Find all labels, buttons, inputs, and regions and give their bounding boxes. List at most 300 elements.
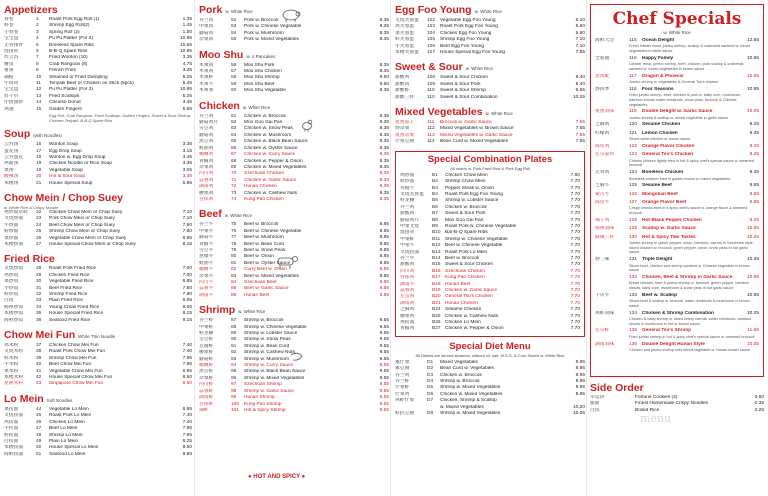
item-price: 7.70 (570, 268, 580, 274)
item-price: 9.55 (379, 324, 389, 330)
menu-item (590, 408, 764, 414)
item-number: 85 (231, 286, 237, 292)
section-title: Shrimp w. White Rice (199, 304, 266, 317)
item-name: Shrimp w. Cashew Nuts (244, 350, 295, 356)
item-price: 9.55 (379, 401, 389, 407)
item-number: 129 (629, 226, 638, 232)
item-number: 89 (231, 331, 237, 337)
item-chinese-name: 叉烧炒饭 (4, 266, 24, 272)
item-name: Mixed Vegetables w. Garlic Sauce (440, 132, 513, 138)
item-price: 8.40 (575, 81, 585, 87)
item-number: 30 (36, 279, 42, 285)
item-name: B-B-Q Spare Ribs (49, 49, 88, 55)
item-name: Triple Delight (642, 257, 673, 263)
item-number: 32 (36, 292, 42, 297)
item-description: Jumbo shrimp w. vegetables & General Tso's chicken (629, 80, 719, 85)
item-name: Roast Pork Chow Mei Fun (49, 349, 105, 355)
item-number: 63 (231, 126, 237, 132)
item-name: Steamed or Fried Dumpling (49, 74, 108, 80)
item-number: B15 (432, 262, 441, 268)
item-name: Chicken w. Mixed Vegetables (440, 391, 503, 397)
item-chinese-name: 叉烧捞面 (400, 249, 420, 255)
item-chinese-name: 中菜叉烧 (400, 223, 420, 229)
item-name: Shrimp w. Snow Peas (244, 337, 291, 343)
item-number: 120 (629, 122, 638, 128)
chili-icon: ● (248, 474, 252, 480)
shrimp-icon (289, 352, 304, 362)
item-name: Hunan Beef (244, 292, 270, 298)
item-price: 9.85 (749, 200, 759, 206)
item-name: Chicken w. Broccoli (445, 204, 487, 210)
item-chinese-name: 白捞面 (4, 438, 19, 444)
item-name: w. Mixed Vegetables (440, 404, 484, 410)
item-number: 14 (36, 100, 42, 106)
item-number: 125 (629, 183, 638, 189)
fold-line (390, 0, 391, 496)
item-chinese-name: 牛捞面 (4, 426, 19, 432)
item-number: B11 (432, 236, 441, 242)
item-price: 8.35 (379, 196, 389, 202)
item-number: 51 (36, 451, 42, 457)
chef-special-item (595, 109, 759, 120)
item-price: 8.35 (379, 18, 389, 23)
item-number: 17 (36, 148, 42, 154)
item-number: 1 (36, 17, 39, 22)
item-name: Teriyaki Beef or Chicken on Stick (5pcs) (49, 81, 134, 87)
item-price: 9.15 (182, 317, 192, 323)
item-number: B25 (432, 313, 441, 319)
item-chinese-name: 干贝牛 (595, 292, 610, 298)
item-number: 127 (629, 200, 638, 206)
section-sweet-sour (395, 61, 585, 101)
item-name: Hunan Chicken (244, 184, 277, 190)
section-lo-mein (4, 393, 192, 458)
menu-item (4, 318, 192, 324)
item-chinese-name: 鸡面汤 (4, 161, 19, 167)
item-number: 98 (231, 388, 237, 394)
item-name: French Fries (49, 68, 76, 74)
item-name: Orange Flavor Chicken (642, 143, 695, 149)
item-name: Pork w. Chinese Vegetable (244, 24, 302, 30)
item-number: 33 (36, 298, 42, 304)
item-number: 61 (231, 113, 237, 119)
item-chinese-name: 薯条 (4, 68, 14, 74)
item-chinese-name: 叉烧捞面 (4, 413, 24, 419)
item-chinese-name: 辣子鸡 (595, 217, 610, 223)
item-name: Beef Egg Foo Young (440, 43, 485, 49)
item-name: Singapore Chow Mei Fun (49, 381, 104, 387)
item-chinese-name: 中菜肉 (199, 24, 214, 30)
item-name: Boiled Rice (635, 407, 660, 413)
item-chinese-name: 星洲米粉 (4, 381, 24, 387)
item-name: Chicken w. Garlic Sauce (445, 288, 497, 293)
item-price: 7.70 (570, 217, 580, 223)
item-name: Shrimp w. Mixed Vegetables (440, 385, 501, 391)
item-name: Mixed Vegetables (440, 359, 478, 365)
chef-special-item (595, 257, 759, 273)
item-number: 19 (36, 161, 42, 167)
item-number: 11 (36, 81, 41, 87)
item-price: 1.45 (182, 23, 192, 29)
item-number: 29 (36, 272, 42, 278)
item-number: 126 (629, 191, 638, 197)
item-price: 9.55 (379, 337, 389, 343)
item-price: 7.55 (575, 139, 585, 145)
item-chinese-name: 中菜牛 (400, 243, 415, 249)
item-list (4, 17, 192, 113)
item-list (4, 210, 192, 248)
chef-special-item (595, 144, 759, 150)
item-chinese-name: 咖喱鸡 (199, 152, 214, 158)
menu-column-4 (590, 4, 764, 414)
item-name: Double Delight Hunan Style (642, 341, 705, 347)
item-number: 28 (36, 266, 42, 272)
item-chinese-name: 鸡炒面 (400, 172, 415, 178)
menu-item (595, 152, 759, 158)
item-chinese-name: 芥兰虾 (199, 318, 214, 324)
item-number: 87 (231, 318, 237, 324)
item-chinese-name: 芥兰鸡 (199, 113, 214, 119)
item-number: 119 (629, 109, 637, 115)
item-name: Crab Rangoon (8) (49, 61, 88, 67)
item-price: 7.80 (182, 229, 192, 235)
item-name: Beef w. Broccoli (244, 222, 279, 228)
item-number: D4 (427, 379, 434, 385)
item-number: 118 (629, 86, 637, 92)
item-chinese-name: 鸡捞面 (400, 320, 415, 326)
item-price: 9.55 (379, 331, 389, 337)
item-number: 7 (36, 55, 39, 61)
item-name: Double Delight w. Garlic Sauce (642, 109, 713, 115)
fold-line (194, 0, 195, 496)
item-price: 9.25 (749, 152, 759, 158)
item-price: 6.25 (182, 438, 192, 444)
item-chinese-name: 蚝油牛 (199, 260, 214, 266)
item-name: Szechuan Shrimp (244, 382, 282, 388)
item-price: 9.55 (379, 318, 389, 324)
item-number: 83 (231, 273, 237, 279)
item-name: Beef w. Oyster Sauce (244, 260, 291, 266)
item-number: 45 (36, 413, 42, 419)
item-number: B12 (432, 243, 441, 249)
item-description: Lobster meat, jumbo shrimp, beef, chicken, pork scallop & crabmeat sauteed w. mixed vegetables in brown sauce (629, 62, 744, 71)
item-name: Shrimp w. Lobster Sauce (445, 198, 499, 204)
item-price: 3.15 (182, 148, 192, 154)
item-name: Shrimp w. Mushroom (244, 356, 290, 362)
item-chinese-name: 无骨鸡 (595, 170, 610, 176)
item-price: 7.70 (570, 313, 580, 319)
item-price: 7.70 (570, 230, 580, 236)
item-name: General Tso's Chicken (642, 152, 694, 158)
item-chinese-name: 云吞蛋花 (4, 154, 24, 160)
item-price: 7.70 (570, 198, 580, 204)
item-chinese-name: 咖喱牛 (199, 267, 214, 273)
item-number: 97 (231, 382, 237, 388)
item-chinese-name: 雪豆牛 (199, 247, 214, 253)
item-number: 10 (36, 74, 42, 80)
chef-special-item (595, 275, 759, 291)
item-chinese-name: 蘑菇鸡片 (199, 120, 219, 126)
menu-item (199, 88, 389, 94)
item-chinese-name: 虾卷 (4, 23, 14, 29)
item-chinese-name: 炒杂菜 (395, 126, 410, 132)
item-name: Shrimp Chow Mein or Chop Suey (49, 229, 121, 235)
item-chinese-name: 牛炒面 (4, 222, 19, 228)
item-price: 12.65 (746, 38, 759, 43)
item-price: 7.70 (570, 179, 580, 185)
item-name: Roast Pork Lo Mein (445, 249, 488, 255)
item-chinese-name: 杂菜牛 (199, 273, 214, 279)
item-chinese-name: 蘑菇鸡片 (400, 217, 420, 223)
item-number: 115 (629, 38, 637, 43)
item-price: 5.25 (182, 93, 192, 99)
item-name: Chicken w. Garlic Sauce (244, 177, 296, 183)
menu-item (199, 37, 389, 43)
item-number: 105 (427, 37, 436, 43)
item-chinese-name: 甜酸鸡 (395, 75, 410, 81)
item-price: 10.05 (572, 411, 585, 417)
item-number: 79 (231, 247, 237, 253)
item-chinese-name: 麻辣三样 (595, 234, 615, 240)
item-number: 84 (231, 280, 237, 285)
item-number: 8 (36, 61, 39, 67)
item-chinese-name: 左宗棠鸡 (595, 152, 615, 158)
item-chinese-name: 咖喱虾 (199, 363, 214, 369)
item-number: 42 (36, 375, 42, 381)
chef-special-item (595, 56, 759, 72)
item-price: 7.70 (570, 236, 580, 242)
item-name: Roast Pork w. Chinese Vegetable (445, 223, 517, 229)
item-number: 96 (231, 375, 237, 381)
item-number: 5 (36, 42, 39, 48)
section-title: Moo Shu w. 4 Pancakes (199, 48, 276, 61)
item-number: D6 (427, 391, 434, 397)
item-name: House Special Soup (49, 180, 93, 186)
item-price: 10.55 (746, 274, 759, 280)
item-number: 27 (36, 241, 42, 247)
item-number: 103 (427, 24, 436, 30)
item-name: Kung Pao Shrimp (244, 401, 282, 407)
item-number: 59 (231, 81, 237, 87)
item-chinese-name: 中菜虾 (400, 236, 415, 242)
item-number: 19 (36, 167, 42, 173)
item-number: 38 (36, 349, 42, 355)
item-chinese-name: 牛米粉 (4, 362, 19, 368)
item-name: Hot & Spicy Shrimp (244, 407, 286, 413)
item-price: 7.55 (575, 126, 585, 132)
item-name: Roast Pork Egg Foo Young (440, 24, 498, 30)
item-price: 10.95 (179, 87, 192, 93)
item-name: Beef w. Garlic Sauce (244, 286, 289, 292)
item-chinese-name: 湖南牛 (199, 292, 214, 298)
section-chef-specials (590, 4, 764, 377)
item-chinese-name: 湖南双味 (595, 341, 615, 347)
item-price: 8.35 (379, 62, 389, 68)
item-name: Bean Curd w. Mixed Vegetables (440, 139, 508, 145)
item-name: Mixed Vegetables w. Brown Sauce (440, 126, 514, 132)
item-name: Vegetable Lo Mein (49, 406, 89, 412)
item-number: B13 (432, 249, 441, 255)
item-price: 8.35 (379, 30, 389, 36)
item-name: Four Seasons (642, 86, 674, 92)
item-price: 7.70 (570, 294, 580, 300)
item-price: 8.35 (379, 177, 389, 183)
item-number: 102 (427, 18, 436, 23)
item-price: 7.10 (182, 209, 192, 215)
chef-special-item (595, 200, 759, 216)
item-description: Jumbo shrimp & scallop w. mixed vegetable in garlic sauce (629, 115, 728, 120)
item-price: 7.70 (570, 262, 580, 268)
item-price: 7.55 (575, 50, 585, 56)
item-chinese-name: 本楼炒饭 (4, 311, 24, 317)
item-number: B16 (432, 268, 441, 274)
item-price: 7.00 (182, 266, 192, 272)
menu-column-1 (4, 4, 192, 463)
chef-special-item (595, 192, 759, 198)
item-price: 3.35 (182, 174, 192, 180)
item-price: 4.75 (182, 61, 192, 67)
item-price: 7.95 (182, 355, 192, 361)
cow-icon (275, 254, 299, 269)
item-price: 8.85 (379, 222, 389, 228)
watermark: menu (640, 412, 672, 425)
item-price: 8.85 (379, 228, 389, 234)
item-name: Szechuan Chicken (244, 171, 284, 177)
item-chinese-name: 蘑菇虾 (199, 356, 214, 362)
section-title: Lo Mein Soft Noodles (4, 392, 73, 405)
item-price: 9.55 (379, 363, 389, 369)
section-chow-mein (4, 192, 192, 248)
item-name: Beef Fried Rice (49, 285, 83, 291)
item-chinese-name: 杂菜虾 (199, 375, 214, 381)
item-name: Chicken w. Cashew Nuts (445, 313, 499, 319)
item-price: 10.25 (572, 94, 585, 100)
item-price: 7.95 (182, 432, 192, 438)
item-price: 7.10 (182, 216, 192, 222)
item-number: 2 (36, 23, 39, 29)
item-chinese-name: 甜酸鸡 (400, 262, 415, 268)
item-number: 80 (231, 254, 237, 260)
item-number: 78 (231, 241, 237, 247)
item-chinese-name: 芥兰肉 (199, 18, 214, 23)
item-description: Sliced beef & scallop w. broccoli, water chestnuts & mushroom in brown sauce (629, 299, 750, 308)
item-price: 9.55 (379, 369, 389, 375)
menu-item (4, 381, 192, 387)
item-price: 10.55 (179, 42, 192, 48)
item-number: 24 (36, 222, 42, 228)
item-chinese-name: 炸云吞 (4, 55, 19, 61)
item-price: 9.55 (379, 407, 389, 413)
item-name: Pu Pu Platter (For 2) (49, 87, 93, 93)
item-chinese-name: 脆面 (590, 401, 600, 407)
menu-item (4, 181, 192, 187)
item-name: Shrimp w. Broccoli (440, 379, 480, 385)
section-subtitle: w. White Rice & Crispy Noodle (4, 204, 59, 210)
item-number: B9 (432, 223, 438, 229)
item-name: Egg Drop Soup (49, 148, 82, 154)
item-number: 107 (427, 50, 436, 56)
item-number: D3 (427, 372, 434, 378)
item-number: 130 (629, 234, 638, 240)
item-number: 68 (231, 158, 237, 164)
item-name: Chicken w. Mixed Vegetables (244, 164, 307, 170)
item-number: 12 (36, 87, 42, 93)
item-chinese-name: 木须肉 (199, 62, 214, 68)
item-price: 8.35 (379, 184, 389, 190)
item-chinese-name: 菜炒饭 (4, 279, 19, 285)
item-chinese-name: 青椒鸡 (199, 158, 214, 164)
item-chinese-name: 蚝油鸡 (199, 145, 214, 151)
item-chinese-name: 幸运饼 (590, 395, 605, 400)
item-name: Hot Black Pepper Chicken (642, 217, 702, 223)
item-name: Beef w. Chinese Vegetable (244, 228, 302, 234)
item-chinese-name: 蟹角 (4, 61, 14, 67)
item-name: Sweet & Sour Shrimp (440, 88, 486, 94)
item-number: 114 (427, 139, 435, 145)
item-number: B4 (432, 191, 438, 197)
section-title: Pork w. White Rice (199, 4, 253, 16)
item-description: Bread chicken, beef & jumbo shrimp w. broccoli, green pepper, bamboo shoots, baby corn, mushroom & snow peas in hot garlic sauce (629, 281, 750, 291)
item-chinese-name: 四川牛 (199, 280, 214, 285)
item-list (590, 395, 764, 414)
item-chinese-name: 叉烧芙蓉蛋 (400, 191, 424, 197)
item-number: 135 (629, 328, 638, 334)
item-name: Shrimp w. Mixed Vegetables (244, 375, 305, 381)
item-chinese-name: 菜芙蓉蛋 (395, 30, 415, 36)
item-list (395, 360, 585, 418)
item-price: 9.95 (575, 379, 585, 385)
item-name: Shrimp Chow Mei Fun (49, 355, 97, 361)
item-chinese-name: 素什菜 (395, 359, 410, 365)
item-description: Jumbo shrimp w. green pepper, onion, bamboo, carrots in Szechuan style, sliced chicken w. broccoli, green pepper, onion, snow peas in hot garlic sauce (629, 241, 754, 255)
item-price: 10.25 (746, 234, 759, 240)
item-price: 8.35 (379, 88, 389, 94)
item-name: Shrimp Egg Roll(2) (49, 23, 90, 29)
item-list (395, 75, 585, 101)
item-chinese-name: 炸干贝 (4, 93, 19, 99)
item-number: B17 (432, 275, 441, 281)
item-chinese-name: 龙凤配 (595, 73, 610, 79)
item-name: Chicken w. Pepper & Onion (445, 326, 504, 332)
menu-column-3 (395, 4, 585, 418)
item-number: 113 (427, 132, 435, 138)
item-price: 9.25 (749, 217, 759, 223)
item-name: House Special Chow Mei Fun (49, 375, 113, 381)
section-title: Egg Foo Young w. White Rice (395, 4, 502, 16)
item-chinese-name: 雪豆虾 (199, 337, 214, 343)
item-price: 7.70 (570, 320, 580, 326)
item-number: 44 (36, 406, 42, 412)
item-chinese-name: 甜酸三样 (395, 94, 415, 100)
item-chinese-name: 本楼炒面 (4, 241, 24, 247)
item-price: 9.95 (182, 451, 192, 457)
item-chinese-name: 蘑菇牛 (199, 235, 214, 241)
item-price: 7.70 (570, 191, 580, 197)
item-number: B18 (432, 281, 441, 287)
item-name: Lemon Chicken (642, 130, 678, 136)
item-name: Finest Homemade Crispy Noodles (635, 401, 709, 407)
section-title: Sweet & Sour w. White Rice (395, 61, 493, 74)
item-price: 8.85 (379, 241, 389, 247)
item-name: Chicken Lo Mein (49, 419, 85, 425)
item-price: 7.70 (570, 249, 580, 255)
item-price: 7.60 (570, 172, 580, 178)
item-price: 3.45 (182, 154, 192, 160)
item-number: 43 (36, 381, 42, 387)
item-list (4, 142, 192, 187)
item-price: 9.55 (379, 382, 389, 388)
item-number: 73 (231, 190, 237, 196)
